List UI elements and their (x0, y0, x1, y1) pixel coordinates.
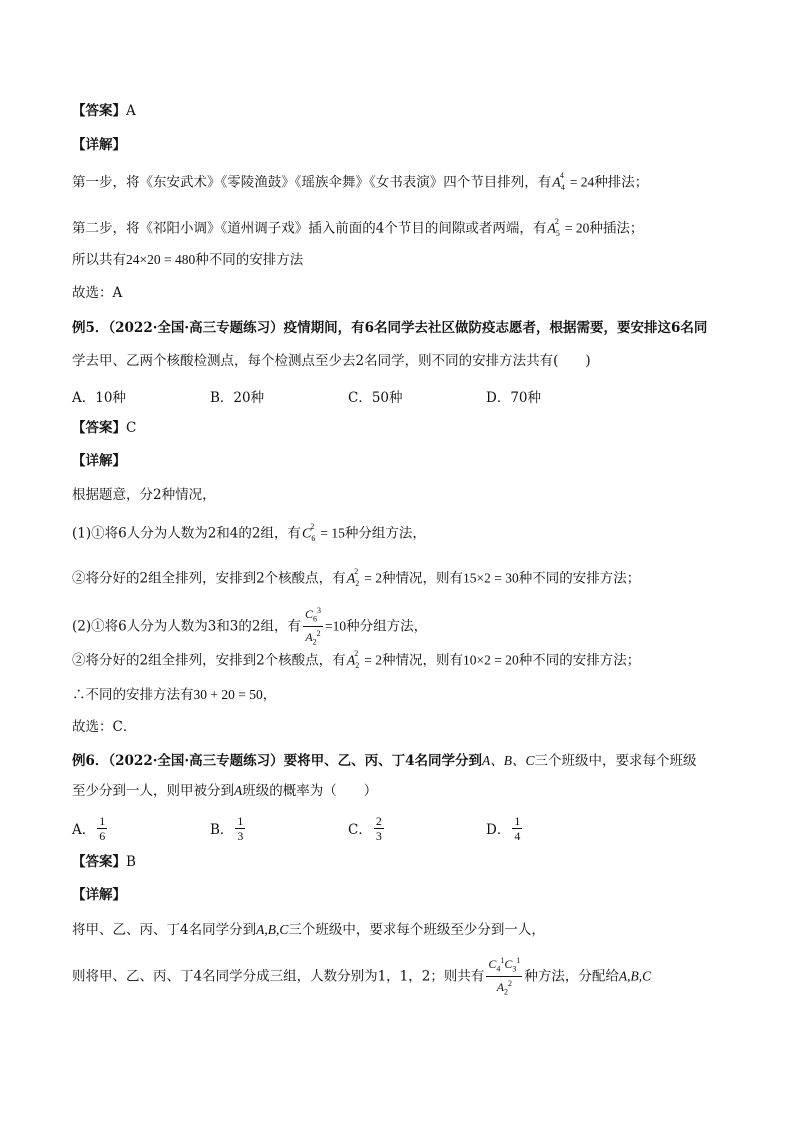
answer-a: 【答案】A (72, 103, 136, 119)
detail-heading-b: 【详解】 (72, 887, 126, 903)
step2-line: 第二步，将《祁阳小调》《道州调子戏》插入前面的4个节目的间隙或者两端，有$A_5^2 = 20$种插法； (72, 215, 643, 244)
total1-line: 所以共有24×20 = 480种不同的安排方法 (72, 252, 304, 268)
formula-c63-over-a22: $\frac{C_6^3}{A_2^2}$ (304, 606, 321, 647)
answer-b: 【答案】B (72, 854, 136, 870)
choose-c: 故选：C． (72, 719, 137, 735)
b-line1: 将甲、乙、丙、丁4名同学分到A,B,C三个班级中，要求每个班级至少分到一人， (72, 922, 545, 938)
c-line1: 根据题意，分2种情况， (72, 487, 216, 503)
ex6-option-d: D． $\frac{1}{4}$ (486, 814, 521, 843)
c-line4: (2)①将6人分为人数为3和3的2组，有 $\frac{C_6^3}{A_2^2}$ =10种分组方法， (72, 604, 427, 650)
option-a: A．10种 (72, 390, 126, 406)
c-line2: (1)①将6人分为人数为2和4的2组，有$C_6^2 = 15$种分组方法， (72, 520, 426, 549)
detail-heading-c: 【详解】 (72, 453, 126, 469)
option-d: D．70种 (486, 390, 542, 406)
answer-c: 【答案】C (72, 420, 137, 436)
c-line3: ②将分好的2组全排列，安排到2个核酸点，有$A_2^2 = 2$种情况，则有15×2 = 30种不同的安排方法； (72, 565, 640, 594)
formula-c41c31-over-a22: $\frac{C_4^1C_3^1}{A_2^2}$ (488, 956, 521, 997)
option-c: C．50种 (348, 390, 403, 406)
formula-a22: $A_2^2$ (346, 567, 360, 589)
choose-a: 故选：A (72, 285, 123, 301)
ex6-option-b: B． $\frac{1}{3}$ (210, 814, 244, 843)
detail-heading-a: 【详解】 (72, 137, 126, 153)
c-line5: ②将分好的2组全排列，安排到2个核酸点，有$A_2^2 = 2$种情况，则有10×2 = 20种不同的安排方法； (72, 647, 640, 676)
ex6-line1: 例6．（2022·全国·高三专题练习）要将甲、乙、丙、丁4名同学分到A、B、C三个班级中，要求每个班级 (72, 753, 697, 769)
b-line2: 则将甲、乙、丙、丁4名同学分成三组，人数分别为1，1，2；则共有 $\frac{C_4^1C_3^1}{A_2^2}$ 种方法，分配给A,B,C (72, 954, 651, 1000)
step1-line: 第一步，将《东安武术》《零陵渔鼓》《瑶族伞舞》《女书表演》四个节目排列，有$A_4^4 = 24$种排法； (72, 169, 648, 198)
ex6-option-c: C． $\frac{2}{3}$ (348, 814, 382, 843)
option-b: B．20种 (210, 390, 265, 406)
ex6-line2: 至少分到一人，则甲被分到A班级的概率为（ ） (72, 783, 378, 799)
ex5-line2: 学去甲、乙两个核酸检测点，每个检测点至少去2名同学，则不同的安排方法共有( ) (72, 353, 591, 369)
formula-a52: $A_5^2$ (547, 217, 560, 239)
formula-c62: $C_6^2$ (301, 522, 316, 544)
formula-a22-b: $A_2^2$ (346, 649, 360, 671)
ex6-option-a: A． $\frac{1}{6}$ (72, 814, 106, 843)
c-line6: ∴不同的安排方法有30 + 20 = 50， (72, 687, 277, 703)
formula-a44: $A_4^4$ (552, 171, 565, 193)
ex5-line1: 例5．（2022·全国·高三专题练习）疫情期间，有6名同学去社区做防疫志愿者，根据需要，要安排这6名同 (72, 320, 708, 336)
ex6-options (72, 808, 732, 844)
